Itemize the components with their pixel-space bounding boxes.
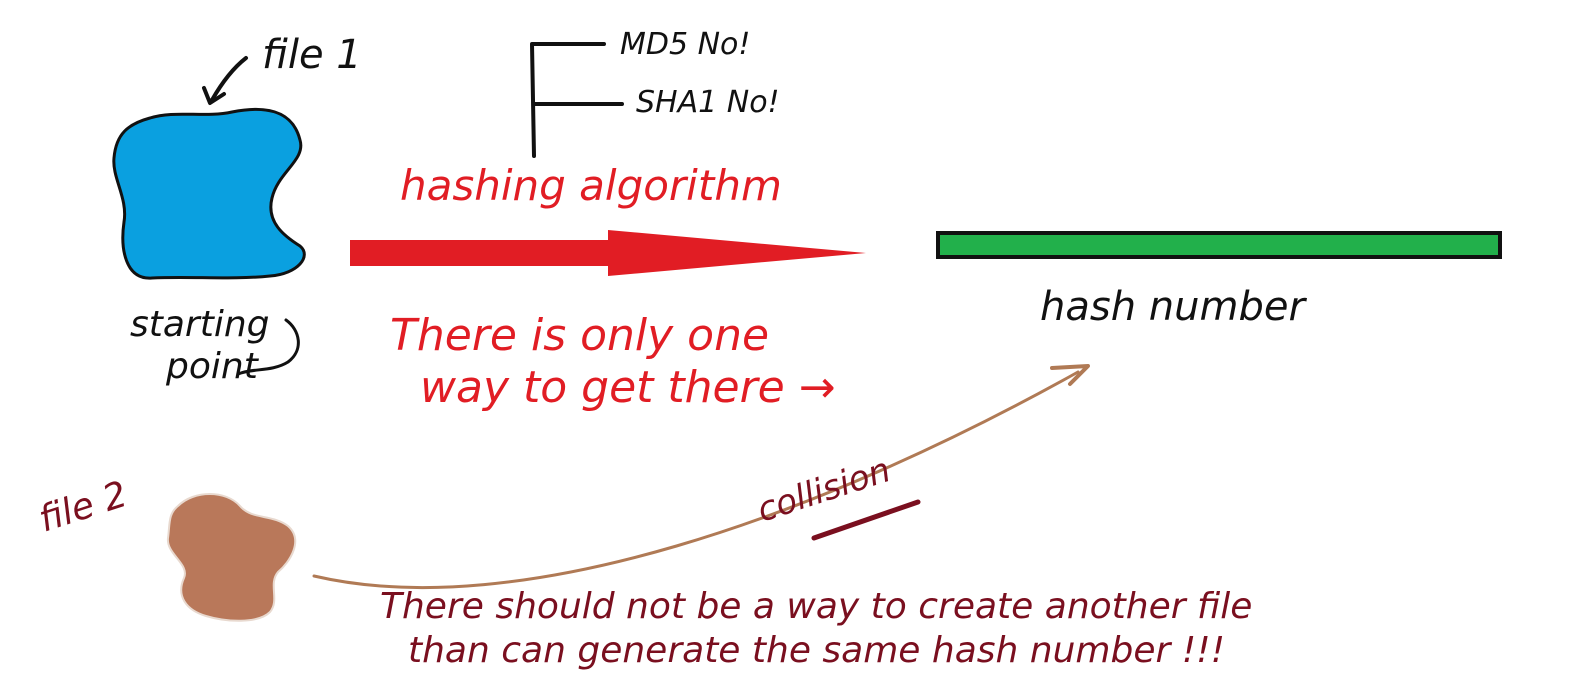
sha1-label: SHA1 No! [636,85,780,120]
file2-blob [168,494,295,621]
hash-number-label: hash number [1040,284,1305,330]
collision-label: collision [752,450,896,531]
hashing-arrow [350,230,866,276]
conclusion-text-line1: There should not be a way to create another file [380,586,1253,627]
starting-point-label-line2: point [166,346,258,387]
md5-label: MD5 No! [620,27,751,62]
hash-number-bar [938,233,1500,257]
file1-label: file 1 [262,32,362,78]
algorithm-bracket [532,44,622,156]
file1-pointer-arrow [212,58,246,100]
file2-label: file 2 [34,473,133,541]
one-way-text-line1: There is only one [390,310,770,361]
starting-point-label-line1: starting [130,304,270,345]
file1-blob [114,109,304,278]
conclusion-text-line2: than can generate the same hash number !!! [408,630,1226,671]
one-way-text-line2: way to get there → [420,362,836,413]
hashing-algorithm-label: hashing algorithm [400,161,782,210]
